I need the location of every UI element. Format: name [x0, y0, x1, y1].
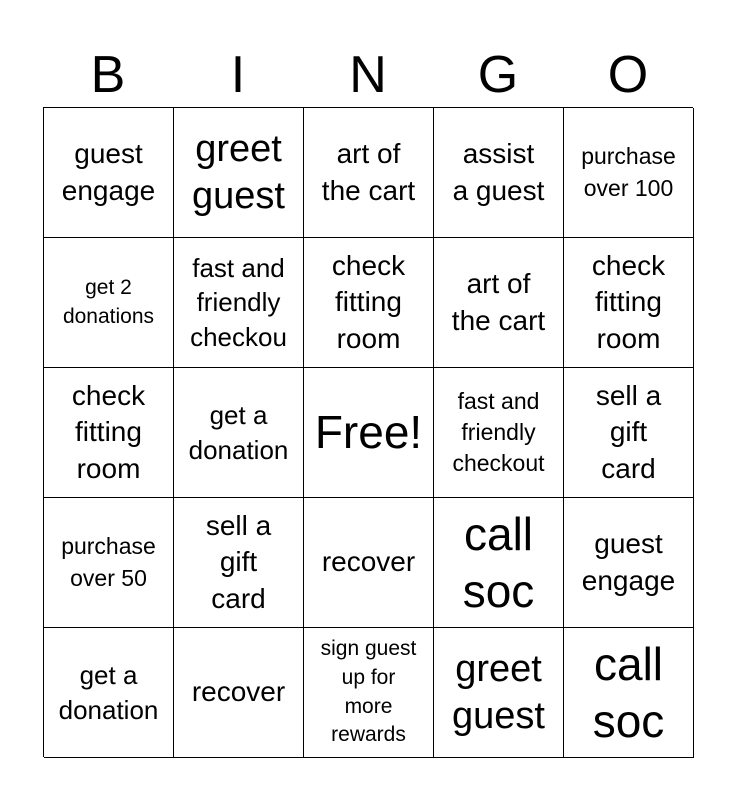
- bingo-cell[interactable]: recover: [174, 628, 304, 758]
- bingo-cell[interactable]: greet guest: [434, 628, 564, 758]
- header-letter-b: B: [90, 46, 126, 104]
- bingo-cell[interactable]: recover: [304, 498, 434, 628]
- bingo-cell[interactable]: sign guest up for more rewards: [304, 628, 434, 758]
- bingo-cell[interactable]: get a donation: [44, 628, 174, 758]
- header-letter-g: G: [477, 46, 519, 104]
- bingo-cell[interactable]: call soc: [434, 498, 564, 628]
- bingo-card: [43, 107, 693, 757]
- bingo-cell[interactable]: purchase over 50: [44, 498, 174, 628]
- bingo-cell[interactable]: fast and friendly checkou: [174, 238, 304, 368]
- bingo-cell[interactable]: assist a guest: [434, 108, 564, 238]
- bingo-header: [43, 44, 693, 106]
- bingo-cell[interactable]: sell a gift card: [564, 368, 694, 498]
- bingo-cell[interactable]: art of the cart: [304, 108, 434, 238]
- bingo-cell[interactable]: guest engage: [44, 108, 174, 238]
- bingo-cell[interactable]: sell a gift card: [174, 498, 304, 628]
- bingo-cell[interactable]: check fitting room: [304, 238, 434, 368]
- bingo-cell[interactable]: guest engage: [564, 498, 694, 628]
- header-letter-i: I: [230, 46, 246, 104]
- bingo-cell[interactable]: art of the cart: [434, 238, 564, 368]
- bingo-cell[interactable]: check fitting room: [564, 238, 694, 368]
- header-letter-o: O: [607, 46, 649, 104]
- bingo-cell[interactable]: get 2 donations: [44, 238, 174, 368]
- bingo-cell[interactable]: check fitting room: [44, 368, 174, 498]
- bingo-cell[interactable]: purchase over 100: [564, 108, 694, 238]
- bingo-cell[interactable]: fast and friendly checkout: [434, 368, 564, 498]
- free-space-cell[interactable]: Free!: [304, 368, 434, 498]
- bingo-cell[interactable]: get a donation: [174, 368, 304, 498]
- bingo-cell[interactable]: greet guest: [174, 108, 304, 238]
- header-letter-n: N: [349, 46, 387, 104]
- bingo-cell[interactable]: call soc: [564, 628, 694, 758]
